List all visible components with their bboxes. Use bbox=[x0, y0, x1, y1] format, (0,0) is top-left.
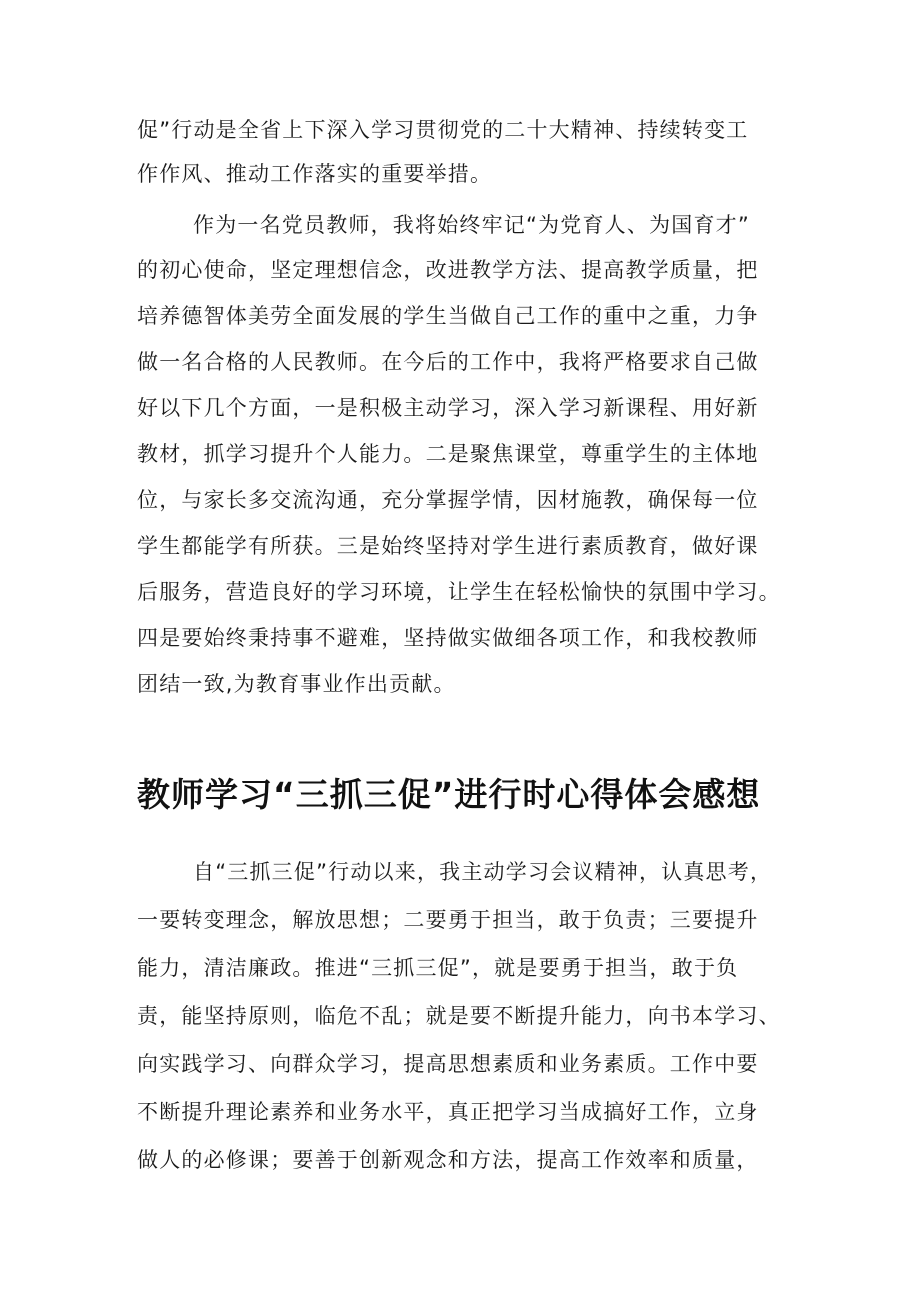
text-line: 位，与家长多交流沟通，充分掌握学情，因材施教，确保每一位 bbox=[137, 488, 759, 512]
text-line: 能力，清洁廉政。推进“三抓三促”，就是要勇于担当，敢于负 bbox=[137, 956, 739, 980]
text-line: 好以下几个方面，一是积极主动学习，深入学习新课程、用好新 bbox=[137, 396, 759, 420]
text-line: 责，能坚持原则，临危不乱；就是要不断提升能力，向书本学习、 bbox=[137, 1004, 781, 1028]
text-line: 做一名合格的人民教师。在今后的工作中，我将严格要求自己做 bbox=[137, 350, 759, 374]
text-line: 团结一致,为教育事业作出贡献。 bbox=[137, 672, 456, 696]
text-line: 的初心使命，坚定理想信念，改进教学方法、提高教学质量，把 bbox=[137, 258, 759, 282]
text-line: 四是要始终秉持事不避难，坚持做实做细各项工作，和我校教师 bbox=[137, 626, 759, 650]
text-line: 培养德智体美劳全面发展的学生当做自己工作的重中之重，力争 bbox=[137, 304, 759, 328]
text-line: 向实践学习、向群众学习，提高思想素质和业务素质。工作中要 bbox=[137, 1052, 759, 1076]
text-line: 作为一名党员教师，我将始终牢记“为党育人、为国育才” bbox=[193, 213, 750, 237]
text-line: 教材，抓学习提升个人能力。二是聚焦课堂，尊重学生的主体地 bbox=[137, 442, 759, 466]
text-line: 促”行动是全省上下深入学习贯彻党的二十大精神、持续转变工 bbox=[137, 118, 749, 142]
text-line: 做人的必修课；要善于创新观念和方法，提高工作效率和质量， bbox=[137, 1148, 759, 1172]
text-line: 作作风、推动工作落实的重要举措。 bbox=[137, 162, 493, 186]
text-line: 学生都能学有所获。三是始终坚持对学生进行素质教育，做好课 bbox=[137, 534, 759, 558]
text-line: 后服务，营造良好的学习环境，让学生在轻松愉快的氛围中学习。 bbox=[137, 580, 781, 604]
text-line: 自“三抓三促”行动以来，我主动学习会议精神，认真思考， bbox=[193, 860, 773, 884]
section-heading: 教师学习“三抓三促”进行时心得体会感想 bbox=[137, 775, 761, 814]
text-line: 一要转变理念，解放思想；二要勇于担当，敢于负责；三要提升 bbox=[137, 908, 759, 932]
text-line: 不断提升理论素养和业务水平，真正把学习当成搞好工作，立身 bbox=[137, 1100, 759, 1124]
